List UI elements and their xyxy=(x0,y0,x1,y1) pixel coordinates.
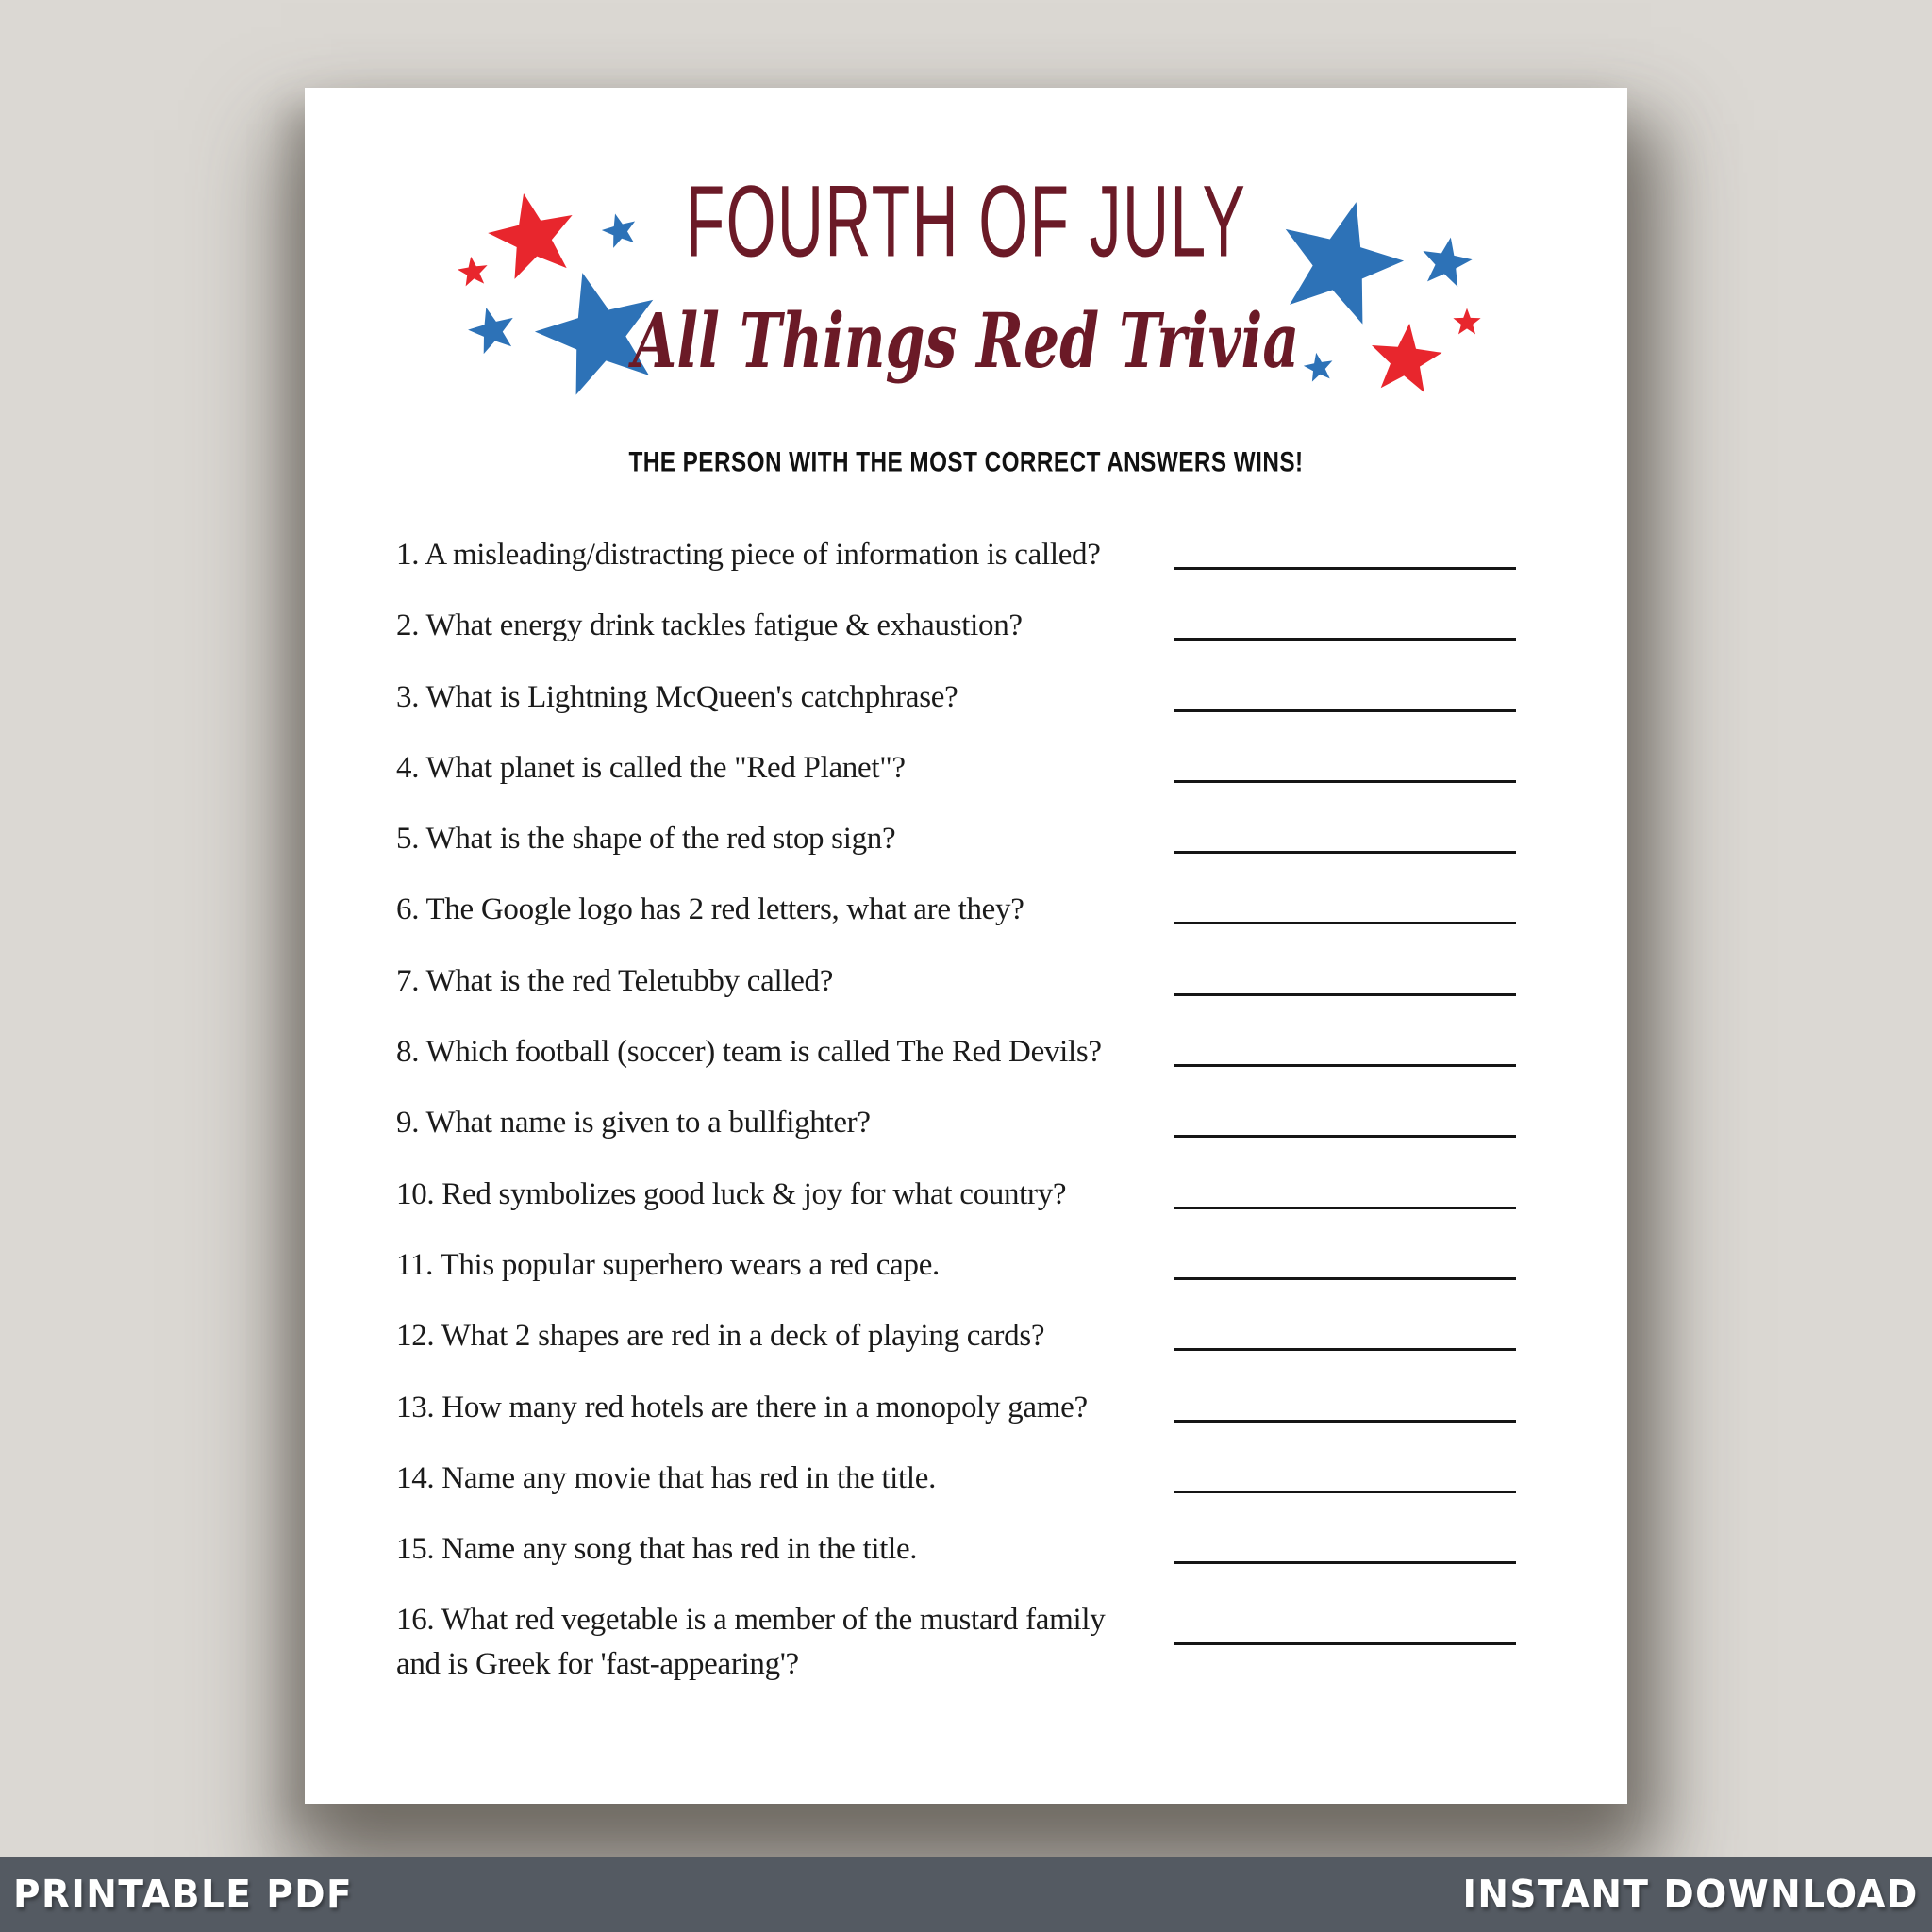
question-row xyxy=(396,1101,1516,1172)
question-row xyxy=(396,1527,1516,1598)
question-text: 5. What is the shape of the red stop sign? xyxy=(396,822,896,857)
answer-blank-line xyxy=(1174,993,1516,996)
question-row xyxy=(396,959,1516,1030)
answer-blank-line xyxy=(1174,1135,1516,1138)
red-star-icon xyxy=(455,254,492,291)
question-text: 2. What energy drink tackles fatigue & exhaustion? xyxy=(396,608,1023,643)
answer-blank-line xyxy=(1174,1207,1516,1209)
question-text: 15. Name any song that has red in the title. xyxy=(396,1532,918,1567)
question-row xyxy=(396,746,1516,817)
question-row xyxy=(396,817,1516,888)
answer-blank-line xyxy=(1174,1642,1516,1645)
question-row xyxy=(396,1314,1516,1385)
question-text: 3. What is Lightning McQueen's catchphrase? xyxy=(396,679,958,714)
question-text: 6. The Google logo has 2 red letters, what are they? xyxy=(396,892,1024,927)
instructions-text: THE PERSON WITH THE MOST CORRECT ANSWERS WINS! xyxy=(628,446,1304,478)
instant-download-label: INSTANT DOWNLOAD xyxy=(1462,1872,1919,1917)
answer-blank-line xyxy=(1174,780,1516,783)
question-row xyxy=(396,533,1516,604)
question-row xyxy=(396,604,1516,675)
question-text: 16. What red vegetable is a member of the mustard family and is Greek for 'fast-appearing'? xyxy=(396,1603,1106,1681)
answer-blank-line xyxy=(1174,567,1516,570)
question-row xyxy=(396,1243,1516,1314)
printable-worksheet-page xyxy=(305,88,1627,1804)
promo-footer-bar xyxy=(0,1857,1932,1932)
question-text: 11. This popular superhero wears a red cape. xyxy=(396,1247,940,1282)
blue-star-icon xyxy=(1414,231,1477,294)
question-list xyxy=(396,533,1516,1681)
question-text: 10. Red symbolizes good luck & joy for what country? xyxy=(396,1176,1067,1211)
question-text: 12. What 2 shapes are red in a deck of playing cards? xyxy=(396,1319,1045,1354)
question-row xyxy=(396,1173,1516,1243)
page-subtitle-script: All Things Red Trivia xyxy=(632,296,1300,385)
answer-blank-line xyxy=(1174,1561,1516,1564)
question-row xyxy=(396,1598,1516,1681)
question-row xyxy=(396,1386,1516,1457)
answer-blank-line xyxy=(1174,1348,1516,1351)
answer-blank-line xyxy=(1174,1491,1516,1493)
question-text: 14. Name any movie that has red in the title. xyxy=(396,1460,937,1495)
printable-pdf-label: PRINTABLE PDF xyxy=(13,1872,354,1917)
page-title: FOURTH OF JULY xyxy=(685,164,1247,279)
question-row xyxy=(396,675,1516,746)
question-text: 8. Which football (soccer) team is called The Red Devils? xyxy=(396,1035,1102,1070)
question-row xyxy=(396,1030,1516,1101)
answer-blank-line xyxy=(1174,1277,1516,1280)
question-text: 7. What is the red Teletubby called? xyxy=(396,963,834,998)
question-text: 1. A misleading/distracting piece of information is called? xyxy=(396,538,1101,572)
question-text: 9. What name is given to a bullfighter? xyxy=(396,1106,871,1141)
question-row xyxy=(396,1457,1516,1527)
answer-blank-line xyxy=(1174,851,1516,854)
answer-blank-line xyxy=(1174,709,1516,712)
question-text: 4. What planet is called the "Red Planet"? xyxy=(396,750,906,785)
answer-blank-line xyxy=(1174,1064,1516,1067)
answer-blank-line xyxy=(1174,638,1516,641)
answer-blank-line xyxy=(1174,922,1516,924)
question-row xyxy=(396,888,1516,958)
answer-blank-line xyxy=(1174,1420,1516,1423)
question-text: 13. How many red hotels are there in a monopoly game? xyxy=(396,1390,1088,1424)
